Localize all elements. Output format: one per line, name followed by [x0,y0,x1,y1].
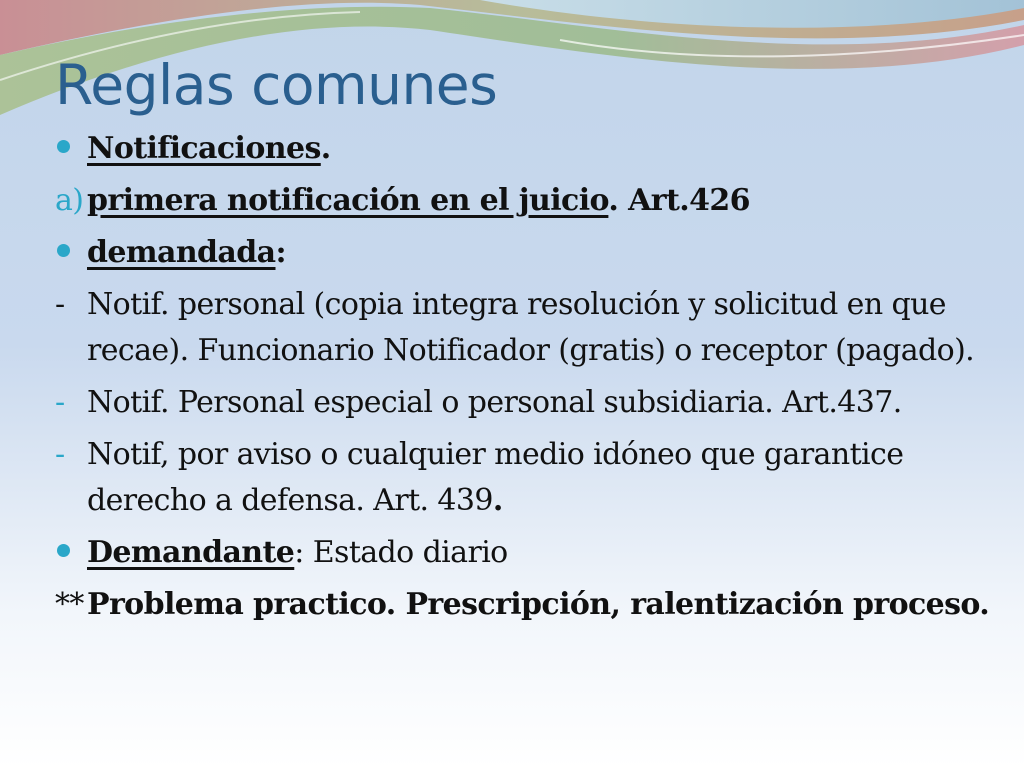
item-text: Problema practico. Prescripción, ralentización proceso. [87,587,990,622]
item-end: . [492,483,503,518]
item-suffix: . [320,131,331,166]
list-item [55,582,1005,628]
item-suffix: . Art.426 [608,183,750,218]
item-suffix: : [275,235,286,270]
item-heading: demandada [87,235,276,270]
list-marker: - [55,385,65,420]
slide-content [55,126,1005,634]
bullet-icon [57,544,70,557]
list-item [55,432,1005,524]
list-marker: a) [55,183,84,218]
list-item [55,126,1005,172]
list-item [55,178,1005,224]
list-marker: ** [55,587,84,622]
item-text: Notif. personal (copia integra resolución y solicitud en que recae). Funcionario Notificador (gratis) o receptor (pagado). [87,287,975,368]
list-marker: - [55,437,65,472]
item-heading: Notificaciones [87,131,321,166]
list-item [55,282,1005,374]
bullet-icon [57,140,70,153]
item-heading: Demandante [87,535,295,570]
item-heading: primera notificación en el juicio [87,183,609,218]
item-text: Notif. Personal especial o personal subsidiaria. Art.437. [87,385,902,420]
bullet-icon [57,244,70,257]
list-item [55,530,1005,576]
item-text: Notif, por aviso o cualquier medio idóneo que garantice derecho a defensa. Art. 439 [87,437,904,518]
slide-title: Reglas comunes [55,53,498,117]
list-item [55,380,1005,426]
list-item [55,230,1005,276]
item-suffix: : Estado diario [294,535,508,570]
list-marker: - [55,287,65,322]
